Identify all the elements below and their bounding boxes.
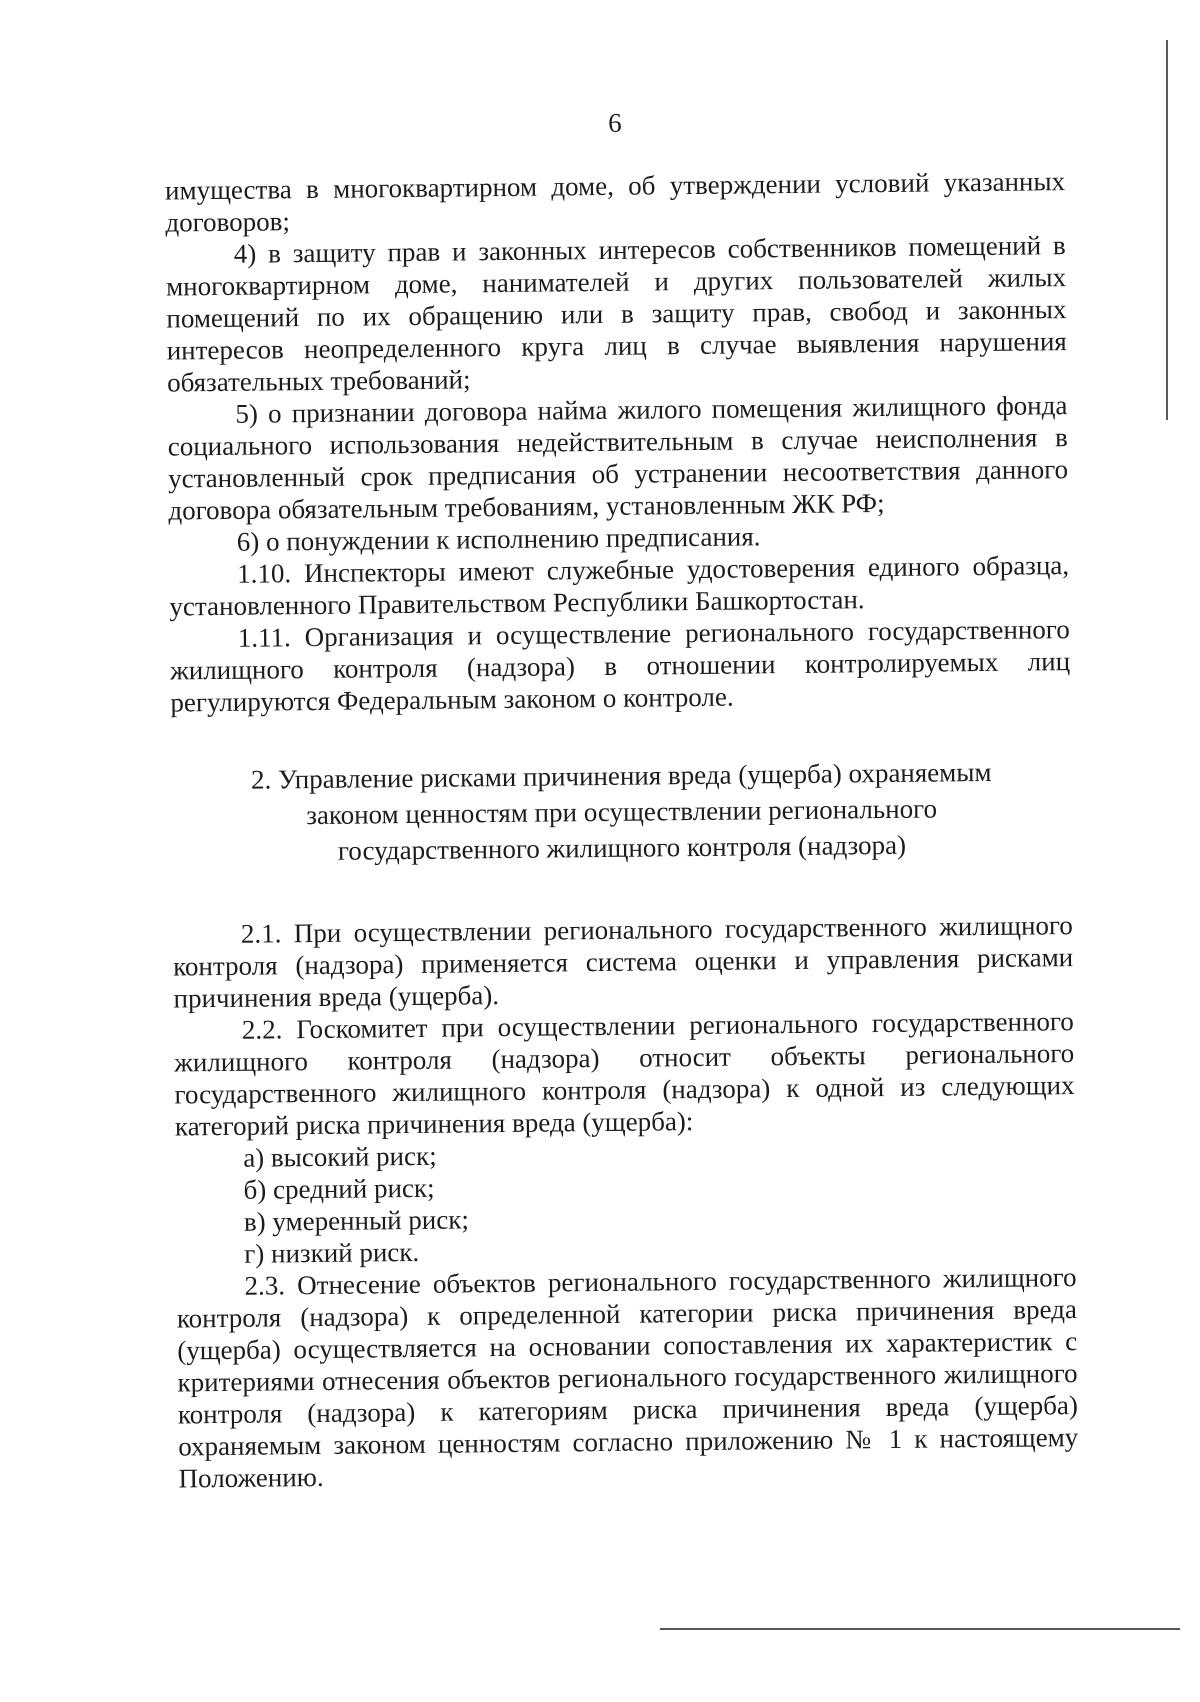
risk-list-item-high: а) высокий риск;	[243, 1140, 437, 1173]
paragraph-item-5: 5) о признании договора найма жилого помещения жилищного фонда социального использования недействительным в случае неисполнения в установленный срок предписания об устранении несоответствия данного договора обязательным требованиям, установленным ЖК РФ;	[167, 390, 1069, 526]
page-number: 6	[608, 107, 622, 138]
risk-list-item-low: г) низкий риск.	[244, 1236, 420, 1269]
section-heading-line: 2. Управление рисками причинения вреда (ущерба) охраняемым	[250, 756, 992, 795]
section-heading-line: государственного жилищного контроля (надзора)	[337, 829, 907, 866]
document-body	[165, 165, 1079, 1494]
paragraph-item-6: 6) о понуждении к исполнению предписания.	[236, 521, 761, 557]
scan-edge-line-right	[1166, 40, 1168, 420]
risk-list-item-moderate: в) умеренный риск;	[243, 1204, 470, 1237]
paragraph-2-2: 2.2. Госкомитет при осуществлении регионального государственного жилищного контроля (надзора) относит объекты регионального государственного жилищного контроля (надзора) к одной из следующих категорий риска причинения вреда (ущерба):	[174, 1006, 1075, 1142]
paragraph-1-11: 1.11. Организация и осуществление регионального государственного жилищного контроля (надзора) в отношении контролируемых лиц регулируются Федеральным законом о контроле.	[169, 614, 1071, 718]
paragraph-item-4: 4) в защиту прав и законных интересов собственников помещений в многоквартирном доме, нанимателей и других пользователей жилых помещений по их обращению или в защиту прав, свобод и законных интересов неопределенного круга лиц в случае выявления нарушения обязательных требований;	[165, 230, 1067, 398]
section-heading	[171, 753, 1072, 870]
paragraph-continuation: имущества в многоквартирном доме, об утверждении условий указанных договоров;	[164, 166, 1066, 238]
paragraph-2-1: 2.1. При осуществлении регионального государственного жилищного контроля (надзора) применяется система оценки и управления рисками причинения вреда (ущерба).	[173, 910, 1074, 1014]
section-heading-line: законом ценностям при осуществлении регионального	[306, 793, 938, 831]
paragraph-1-10: 1.10. Инспекторы имеют служебные удостоверения единого образца, установленного Правительством Республики Башкортостан.	[169, 550, 1070, 622]
paragraph-2-3: 2.3. Отнесение объектов регионального государственного жилищного контроля (надзора) к определенной категории риска причинения вреда (ущерба) осуществляется на основании сопоставления их характеристик с критериями отнесения объектов регионального государственного жилищного контроля (надзора) к категориям риска причинения вреда (ущерба) охраняемым законом ценностям согласно приложению № 1 к настоящему Положению.	[176, 1262, 1079, 1494]
scan-edge-line-bottom	[660, 1628, 1180, 1630]
risk-list-item-medium: б) средний риск;	[243, 1172, 435, 1205]
